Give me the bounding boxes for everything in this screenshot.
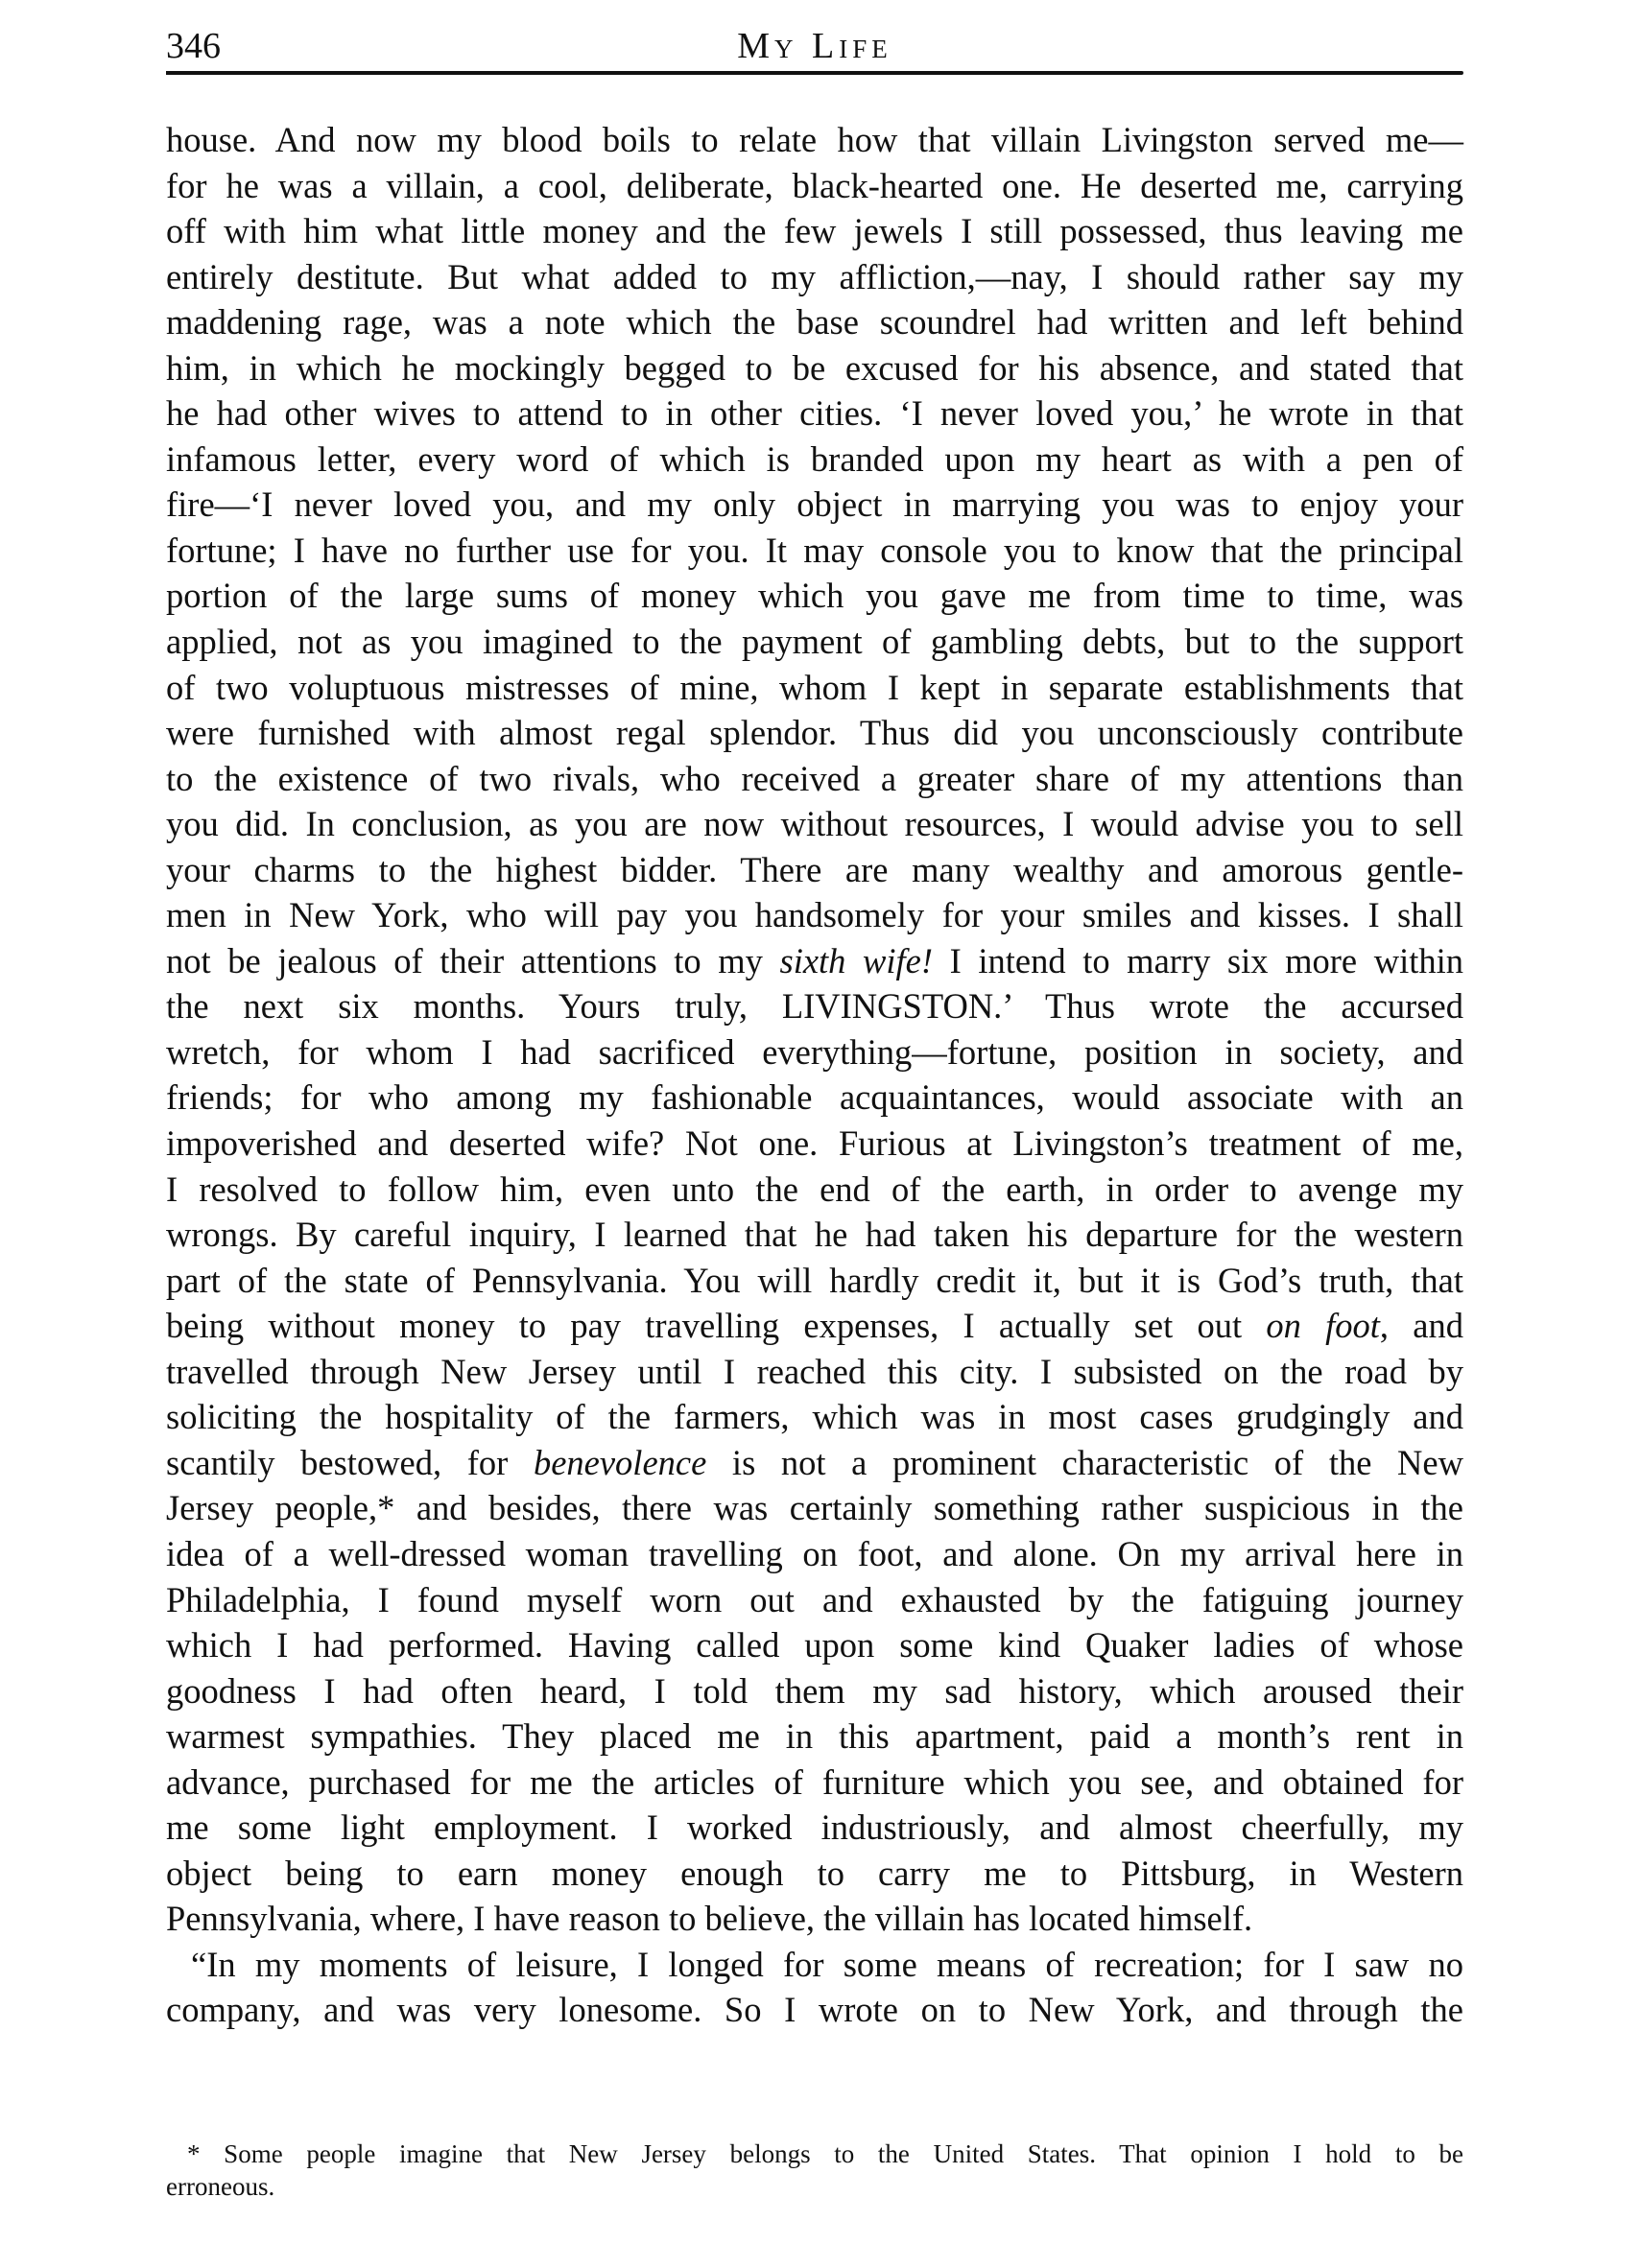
text-line: [166, 1303, 1463, 1349]
text-run: being without money to pay travelling expenses, I actually set out: [166, 1306, 1267, 1346]
paragraph-start-line: “In my moments of leisure, I longed for some means of recreation; for I saw no: [191, 1944, 1463, 1984]
page-number: 346: [166, 26, 221, 66]
text-line: goodness I had often heard, I told them my sad history, which aroused their: [166, 1670, 1463, 1711]
footnote-line: * Some people imagine that New Jersey belongs to the United States. That opinion I hold to be: [187, 2139, 1463, 2168]
text-line: fire—‘I never loved you, and my only object in marrying you was to enjoy your: [166, 484, 1463, 525]
paragraph-end-line: Pennsylvania, where, I have reason to believe, the villain has located himself.: [166, 1899, 1253, 1939]
text-line: you did. In conclusion, as you are now without resources, I would advise you to sell: [166, 804, 1463, 844]
text-line: house. And now my blood boils to relate how that villain Livingston served me—: [166, 120, 1463, 159]
footnote-line: erroneous.: [166, 2172, 275, 2201]
italic-emphasis: benevolence: [533, 1442, 707, 1482]
italic-emphasis: on foot: [1266, 1306, 1380, 1346]
text-line: him, in which he mockingly begged to be excused for his absence, and stated that: [166, 347, 1463, 388]
text-line: the next six months. Yours truly, LIVINGSTON.’ Thus wrote the accursed: [166, 986, 1463, 1027]
text-line: I resolved to follow him, even unto the end of the earth, in order to avenge my: [166, 1169, 1463, 1209]
text-line: impoverished and deserted wife? Not one. Furious at Livingston’s treatment of me,: [166, 1123, 1463, 1164]
text-line: friends; for who among my fashionable acquaintances, would associate with an: [166, 1077, 1463, 1118]
text-line: advance, purchased for me the articles of furniture which you see, and obtained for: [166, 1761, 1463, 1802]
text-line: company, and was very lonesome. So I wrote on to New York, and through the: [166, 1990, 1463, 2030]
text-line: idea of a well-dressed woman travelling on foot, and alone. On my arrival here in: [166, 1533, 1463, 1573]
text-line: which I had performed. Having called upon some kind Quaker ladies of whose: [166, 1625, 1463, 1666]
text-line: applied, not as you imagined to the payment of gambling debts, but to the support: [166, 622, 1463, 662]
text-line: Jersey people,* and besides, there was certainly something rather suspicious in the: [166, 1488, 1463, 1528]
text-line: Philadelphia, I found myself worn out and exhausted by the fatiguing journey: [166, 1579, 1463, 1619]
running-title: My Life: [737, 26, 892, 66]
text-line: [166, 938, 1463, 984]
header-rule: [166, 71, 1463, 75]
text-line: your charms to the highest bidder. There are many wealthy and amorous gentle-: [166, 849, 1463, 889]
text-line: soliciting the hospitality of the farmers, which was in most cases grudgingly and: [166, 1397, 1463, 1437]
text-line: portion of the large sums of money which you gave me from time to time, was: [166, 576, 1463, 616]
text-line: [166, 1440, 1463, 1486]
text-line: travelled through New Jersey until I reached this city. I subsisted on the road by: [166, 1351, 1463, 1391]
text-line: part of the state of Pennsylvania. You will hardly credit it, but it is God’s truth, that: [166, 1260, 1463, 1300]
text-line: me some light employment. I worked industriously, and almost cheerfully, my: [166, 1807, 1463, 1848]
running-head: [166, 25, 1463, 67]
text-run: is not a prominent characteristic of the New: [706, 1442, 1463, 1482]
text-line: wretch, for whom I had sacrificed everything—fortune, position in society, and: [166, 1031, 1463, 1072]
text-line: were furnished with almost regal splendor. Thus did you unconsciously contribute: [166, 713, 1463, 753]
text-line: of two voluptuous mistresses of mine, whom I kept in separate establishments that: [166, 667, 1463, 707]
text-line: maddening rage, was a note which the base scoundrel had written and left behind: [166, 302, 1463, 343]
text-run: scantily bestowed, for: [166, 1442, 534, 1482]
text-line: he had other wives to attend to in other cities. ‘I never loved you,’ he wrote in that: [166, 393, 1463, 434]
text-line: object being to earn money enough to carry me to Pittsburg, in Western: [166, 1853, 1463, 1893]
text-line: for he was a villain, a cool, deliberate, black-hearted one. He deserted me, carrying: [166, 165, 1463, 205]
text-line: entirely destitute. But what added to my affliction,—nay, I should rather say my: [166, 256, 1463, 296]
text-line: men in New York, who will pay you handsomely for your smiles and kisses. I shall: [166, 895, 1463, 935]
text-line: fortune; I have no further use for you. It may console you to know that the principal: [166, 530, 1463, 570]
footnote: [166, 2138, 1463, 2203]
italic-emphasis: sixth wife!: [779, 940, 934, 980]
text-run: , and: [1379, 1306, 1463, 1346]
text-line: wrongs. By careful inquiry, I learned that he had taken his departure for the western: [166, 1215, 1463, 1255]
text-line: warmest sympathies. They placed me in this apartment, paid a month’s rent in: [166, 1716, 1463, 1757]
text-line: infamous letter, every word of which is branded upon my heart as with a pen of: [166, 438, 1463, 479]
text-line: off with him what little money and the few jewels I still possessed, thus leaving me: [166, 211, 1463, 251]
text-run: I intend to marry six more within: [933, 940, 1463, 980]
text-line: to the existence of two rivals, who received a greater share of my attentions than: [166, 758, 1463, 798]
body-text: [166, 117, 1463, 2033]
text-run: not be jealous of their attentions to my: [166, 940, 780, 980]
